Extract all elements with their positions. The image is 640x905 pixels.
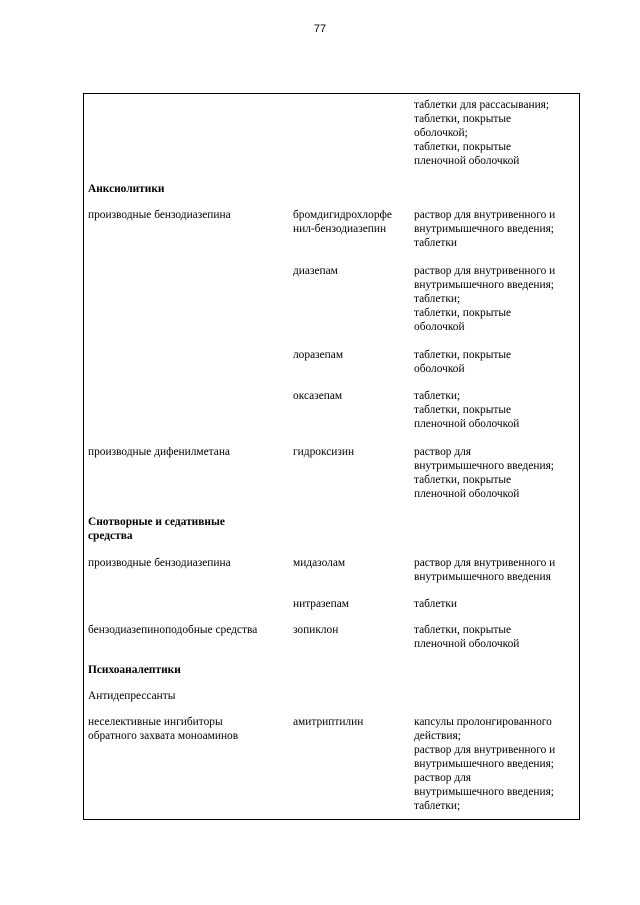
cell-line: нил-бензодиазепин [293, 223, 387, 235]
cell-line: зопиклон [293, 624, 339, 636]
cell-line: пленочной оболочкой [414, 418, 520, 430]
cell-line: таблетки, покрытые [414, 624, 512, 636]
cell-line: диазепам [293, 265, 338, 277]
dosage-form-cell [414, 623, 578, 651]
drug-name-cell [293, 623, 413, 637]
cell-line: таблетки [414, 237, 458, 249]
drug-name-cell [293, 597, 413, 611]
cell-line: оболочкой [414, 363, 465, 375]
cell-line: внутримышечного введения; [414, 758, 554, 770]
cell-line: раствор для внутривенного и [414, 744, 556, 756]
cell-line: оболочкой; [414, 127, 468, 139]
cell-line: внутримышечного введения; [414, 279, 554, 291]
dosage-form-cell [414, 389, 578, 431]
cell-line: амитриптилин [293, 716, 364, 728]
section-heading [88, 663, 288, 677]
cell-line: таблетки, покрытые [414, 141, 512, 153]
cell-line: гидроксизин [293, 446, 355, 458]
cell-line: пленочной оболочкой [414, 638, 520, 650]
drug-name-cell [293, 264, 413, 278]
cell-line: лоразепам [293, 349, 344, 361]
cell-line: Психоаналептики [88, 664, 181, 676]
cell-line: таблетки [414, 598, 458, 610]
cell-line: раствор для [414, 446, 472, 458]
cell-line: внутримышечного введения; [414, 786, 554, 798]
cell-line: раствор для внутривенного и [414, 557, 556, 569]
cell-line: бромдигидрохлорфе [293, 209, 392, 221]
dosage-form-cell [414, 348, 578, 376]
cell-line: таблетки; [414, 293, 461, 305]
cell-line: производные дифенилметана [88, 446, 230, 458]
drug-name-cell [293, 556, 413, 570]
cell-line: средства [88, 530, 133, 542]
cell-line: обратного захвата моноаминов [88, 730, 239, 742]
cell-line: неселективные ингибиторы [88, 716, 223, 728]
group-cell [88, 556, 288, 570]
drug-name-cell [293, 715, 413, 729]
cell-line: производные бензодиазепина [88, 557, 231, 569]
drug-table [83, 93, 580, 820]
drug-name-cell [293, 445, 413, 459]
dosage-form-cell [414, 556, 578, 584]
drug-name-cell [293, 389, 413, 403]
dosage-form-cell [414, 208, 578, 250]
cell-line: таблетки, покрытые [414, 307, 512, 319]
group-cell [88, 445, 288, 459]
cell-line: таблетки, покрытые [414, 404, 512, 416]
cell-line: таблетки, покрытые [414, 113, 512, 125]
dosage-form-cell [414, 264, 578, 334]
subsection-heading [88, 689, 288, 703]
cell-line: пленочной оболочкой [414, 155, 520, 167]
cell-line: внутримышечного введения; [414, 460, 554, 472]
cell-line: Снотворные и седативные [88, 516, 225, 528]
cell-line: раствор для внутривенного и [414, 209, 556, 221]
drug-name-cell [293, 208, 413, 236]
cell-line: таблетки, покрытые [414, 349, 512, 361]
cell-line: внутримышечного введения [414, 571, 551, 583]
cell-line: раствор для [414, 772, 472, 784]
cell-line: производные бензодиазепина [88, 209, 231, 221]
cell-line: нитразепам [293, 598, 349, 610]
cell-line: таблетки; [414, 800, 461, 812]
group-cell [88, 208, 288, 222]
dosage-form-cell [414, 715, 578, 813]
cell-line: пленочной оболочкой [414, 488, 520, 500]
page-number: 77 [313, 23, 327, 35]
cell-line: бензодиазепиноподобные средства [88, 624, 258, 636]
cell-line: таблетки; [414, 390, 461, 402]
cell-line: таблетки для рассасывания; [414, 99, 550, 111]
section-heading [88, 182, 288, 196]
group-cell [88, 715, 288, 743]
section-heading [88, 515, 288, 543]
cell-line: капсулы пролонгированного [414, 716, 552, 728]
cell-line: мидазолам [293, 557, 346, 569]
cell-line: действия; [414, 730, 461, 742]
dosage-form-cell [414, 597, 578, 611]
drug-name-cell [293, 348, 413, 362]
dosage-form-cell [414, 98, 578, 168]
cell-line: Антидепрессанты [88, 690, 176, 702]
group-cell [88, 623, 288, 637]
cell-line: внутримышечного введения; [414, 223, 554, 235]
cell-line: таблетки, покрытые [414, 474, 512, 486]
cell-line: оболочкой [414, 321, 465, 333]
dosage-form-cell [414, 445, 578, 501]
cell-line: раствор для внутривенного и [414, 265, 556, 277]
cell-line: оксазепам [293, 390, 343, 402]
cell-line: Анксиолитики [88, 183, 165, 195]
